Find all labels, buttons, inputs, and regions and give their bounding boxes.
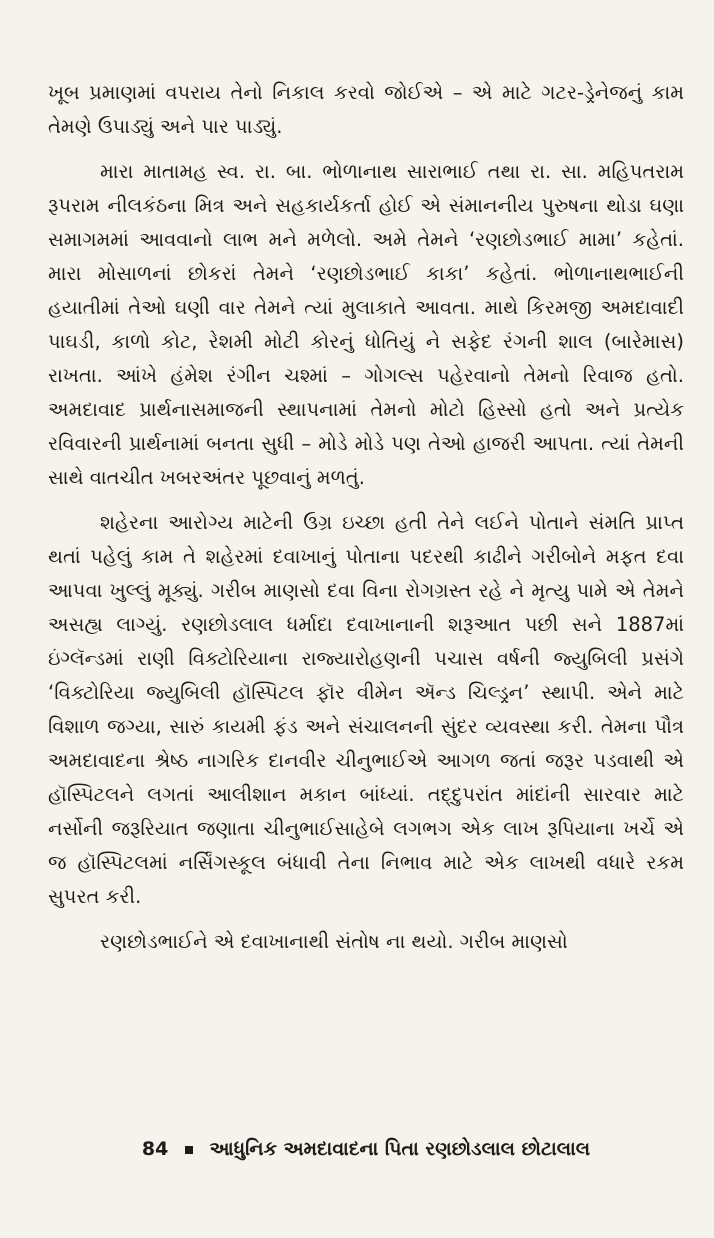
paragraph-1: ખૂબ પ્રમાણમાં વપરાય તેનો નિકાલ કરવો જોઈએ – એ માટે ગટર-ડ્રેનેજનું કામ તેમણે ઉપાડ્યું અને પાર પાડ્યું.: [48, 81, 684, 138]
page-footer: [48, 1138, 684, 1160]
page-body: [48, 76, 684, 970]
separator-square-icon: [185, 1146, 193, 1154]
running-title: આધુનિક અમદાવાદના પિતા રણછોડલાલ છોટાલાલ: [209, 1138, 591, 1160]
page-number: 84: [141, 1138, 169, 1160]
paragraph-3: શહેરના આરોગ્ય માટેની ઉગ્ર ઇચ્છા હતી તેને લઈને પોતાને સંમતિ પ્રાપ્ત થતાં પહેલું કામ તે શહેરમાં દવાખાનું પોતાના પદરથી કાઢીને ગરીબોને મફત દવા આપવા ખુલ્લું મૂક્યું. ગરીબ માણસો દવા વિના રોગગ્રસ્ત રહે ને મૃત્યુ પામે એ તેમને અસહ્ય લાગ્યું. રણછોડલાલ ધર્માદા દવાખાનાની શરૂઆત પછી સને 1887માં ઇંગ્લૅન્ડમાં રાણી વિક્ટોરિયાના રાજ્યારોહણની પચાસ વર્ષની જ્યુબિલી પ્રસંગે ‘વિક્ટોરિયા જ્યુબિલી હૉસ્પિટલ ફૉર વીમેન ઍન્ડ ચિલ્ડ્રન’ સ્થાપી. એને માટે વિશાળ જગ્યા, સારું કાયમી ફંડ અને સંચાલનની સુંદર વ્યવસ્થા કરી. તેમના પૌત્ર અમદાવાદના શ્રેષ્ઠ નાગરિક દાનવીર ચીનુભાઈએ આગળ જતાં જરૂર પડવાથી એ હૉસ્પિટલને લગતાં આલીશાન મકાન બાંધ્યાં. તદ્દુપરાંત માંદાંની સારવાર માટે નર્સોની જરૂરિયાત જણાતા ચીનુભાઈસાહેબે લગભગ એક લાખ રૂપિયાના ખર્ચે એ જ હૉસ્પિટલમાં નર્સિંગસ્કૂલ બંધાવી તેના નિભાવ માટે એક લાખથી વધારે રકમ સુપરત કરી.: [48, 511, 684, 908]
paragraph-2: મારા માતામહ સ્વ. રા. બા. ભોળાનાથ સારાભાઈ તથા રા. સા. મહિપતરામ રૂપરામ નીલકંઠના મિત્ર અને સહકાર્યકર્તા હોઈ એ સંમાનનીય પુરુષના થોડા ઘણા સમાગમમાં આવવાનો લાભ મને મળેલો. અમે તેમને ‘રણછોડભાઈ મામા’ કહેતાં. મારા મોસાળનાં છોકરાં તેમને ‘રણછોડભાઈ કાકા’ કહેતાં. ભોળાનાથભાઈની હયાતીમાં તેઓ ઘણી વાર તેમને ત્યાં મુલાકાતે આવતા. માથે કિરમજી અમદાવાદી પાઘડી, કાળો કોટ, રેશમી મોટી કોરનું ધોતિયું ને સફેદ રંગની શાલ (બારેમાસ) રાખતા. આંખે હંમેશ રંગીન ચશ્માં – ગોગલ્સ પહેરવાનો તેમનો રિવાજ હતો. અમદાવાદ પ્રાર્થનાસમાજની સ્થાપનામાં તેમનો મોટો હિસ્સો હતો અને પ્રત્યેક રવિવારની પ્રાર્થનામાં બનતા સુધી – મોડે મોડે પણ તેઓ હાજરી આપતા. ત્યાં તેમની સાથે વાતચીત ખબરઅંતર પૂછવાનું મળતું.: [48, 160, 684, 489]
paragraph-4: રણછોડભાઈને એ દવાખાનાથી સંતોષ ના થયો. ગરીબ માણસો: [100, 930, 568, 953]
